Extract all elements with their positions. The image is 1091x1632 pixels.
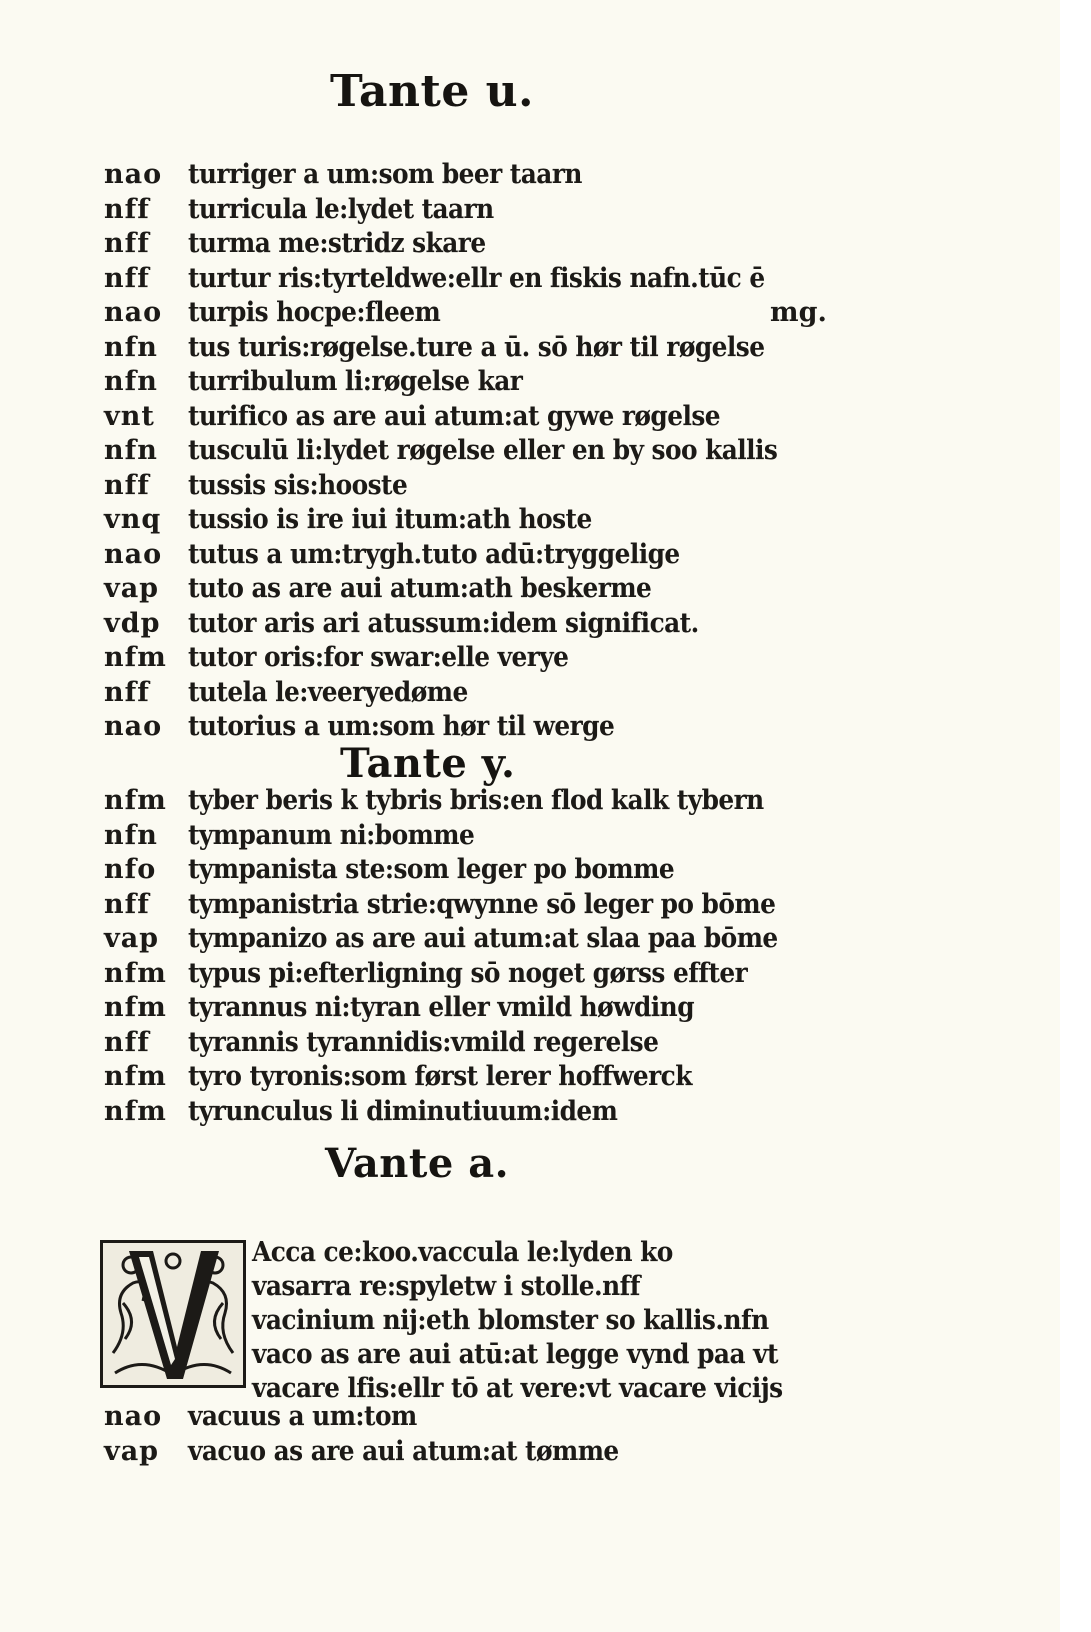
entry-text: turribulum li:røgelse kar [188,366,523,397]
entry-text: turricula le:lydet taarn [188,193,494,225]
dictionary-entry [0,469,1060,504]
dictionary-entry [0,710,1060,745]
initial-v-block [0,1236,1060,1404]
entry-text: typus pi:efterligning sō noget gørss effter [188,957,748,989]
dictionary-entry [0,193,1060,228]
dictionary-entry [0,888,1060,923]
dictionary-entry [0,607,1060,642]
dictionary-entry [0,503,1060,538]
grammar-code: nfm [104,1061,167,1092]
dictionary-entry [0,641,1060,676]
entry-text: turpis hocpe:fleem [188,297,441,328]
entry-text: tutorius a um:som hør til werge [188,711,615,742]
dictionary-entry [0,1095,1060,1130]
grammar-code: nao [104,711,163,742]
dictionary-entry [0,784,1060,819]
entry-text: tyrannus ni:tyran eller vmild høwding [188,992,695,1023]
entry-text: tympanistria strie:qwynne sō leger po bōme [188,888,776,920]
heading-tante-y: Tante y. [340,740,516,787]
initial-v-lines [252,1236,829,1406]
grammar-code: vap [104,1435,160,1467]
grammar-code: nao [104,538,163,570]
grammar-code: nff [104,1026,150,1058]
grammar-code: vap [104,923,160,954]
dictionary-entry [0,331,1060,366]
entry-text: tyrannis tyrannidis:vmild regerelse [188,1026,659,1058]
grammar-code: nfn [104,819,158,851]
entry-text: tus turis:røgelse.ture a ū. sō hør til røgelse [188,331,765,363]
grammar-code: nfm [104,785,167,816]
entry-text: tutus a um:trygh.tuto adū:tryggelige [188,538,680,570]
entries-tante-u [0,158,1060,745]
entries-tante-y [0,784,1060,1129]
entry-text: tyrunculus li diminutiuum:idem [188,1095,618,1127]
grammar-code: vap [104,573,160,604]
initial-v-line: vasarra re:spyletw i stolle.nff [252,1271,640,1302]
dictionary-entry [0,296,1060,331]
grammar-code: nfm [104,1095,167,1127]
dictionary-entry [0,538,1060,573]
dictionary-entry [0,262,1060,297]
entry-aside: mg. [770,297,827,328]
grammar-code: nfn [104,435,158,466]
initial-v-line: Acca ce:koo.vaccula le:lyden ko [252,1237,673,1268]
grammar-code: nao [104,159,163,190]
entry-text: tutela le:veeryedøme [188,676,468,708]
dictionary-entry [0,1435,1060,1470]
dictionary-entry [0,922,1060,957]
entry-text: tympanista ste:som leger po bomme [188,854,675,885]
dictionary-entry [0,400,1060,435]
grammar-code: nff [104,888,150,920]
grammar-code: vnt [104,400,155,432]
entry-text: turifico as are aui atum:at gywe røgelse [188,400,721,432]
dictionary-entry [0,1060,1060,1095]
grammar-code: nff [104,228,150,259]
dictionary-entry [0,853,1060,888]
dictionary-entry [0,991,1060,1026]
heading-vante-a: Vante a. [325,1140,510,1187]
grammar-code: nff [104,262,150,294]
dictionary-entry [0,957,1060,992]
grammar-code: nfn [104,366,158,397]
entry-text: tympanizo as are aui atum:at slaa paa bōme [188,923,778,954]
entry-text: tussio is ire iui itum:ath hoste [188,504,592,535]
entry-text: vacuus a um:tom [188,1401,417,1432]
dictionary-entry [0,365,1060,400]
heading-tante-u: Tante u. [330,66,534,117]
entry-text: tusculū li:lydet røgelse eller en by soo kallis [188,435,778,466]
grammar-code: nao [104,1401,163,1432]
dictionary-entry [0,819,1060,854]
entry-text: tutor aris ari atussum:idem significat. [188,607,699,639]
grammar-code: vdp [104,607,161,639]
grammar-code: nfm [104,992,167,1023]
dictionary-entry [0,434,1060,469]
dictionary-entry [0,1026,1060,1061]
grammar-code: nfo [104,854,157,885]
ornament-initial-v-icon [103,1243,243,1385]
dictionary-entry [0,158,1060,193]
dictionary-entry [0,676,1060,711]
grammar-code: nff [104,469,150,501]
dictionary-entry [0,1400,1060,1435]
dictionary-entry [0,572,1060,607]
entry-text: turriger a um:som beer taarn [188,159,582,190]
grammar-code: nff [104,676,150,708]
grammar-code: nao [104,297,163,328]
entries-vante-a [0,1400,1060,1469]
entry-text: tussis sis:hooste [188,469,408,501]
entry-text: turma me:stridz skare [188,228,486,259]
grammar-code: nfn [104,331,158,363]
entry-text: tyro tyronis:som først lerer hoffwerck [188,1061,692,1092]
entry-text: tympanum ni:bomme [188,819,475,851]
grammar-code: nff [104,193,150,225]
grammar-code: nfm [104,642,167,673]
entry-text: tutor oris:for swar:elle verye [188,642,569,673]
initial-v-line: vacinium nij:eth blomster so kallis.nfn [252,1305,769,1336]
grammar-code: vnq [104,504,162,535]
entry-text: turtur ris:tyrteldwe:ellr en fiskis nafn.tūc ē [188,262,765,294]
entry-text: tuto as are aui atum:ath beskerme [188,573,652,604]
grammar-code: nfm [104,957,167,989]
entry-text: tyber beris k tybris bris:en flod kalk tybern [188,785,764,816]
initial-v-line: vaco as are aui atū:at legge vynd paa vt [252,1339,778,1370]
entry-text: vacuo as are aui atum:at tømme [188,1435,619,1467]
dictionary-entry [0,227,1060,262]
initial-v-line: vacare lfis:ellr tō at vere:vt vacare vicijs [252,1373,783,1404]
decorated-initial-v [100,1240,246,1388]
